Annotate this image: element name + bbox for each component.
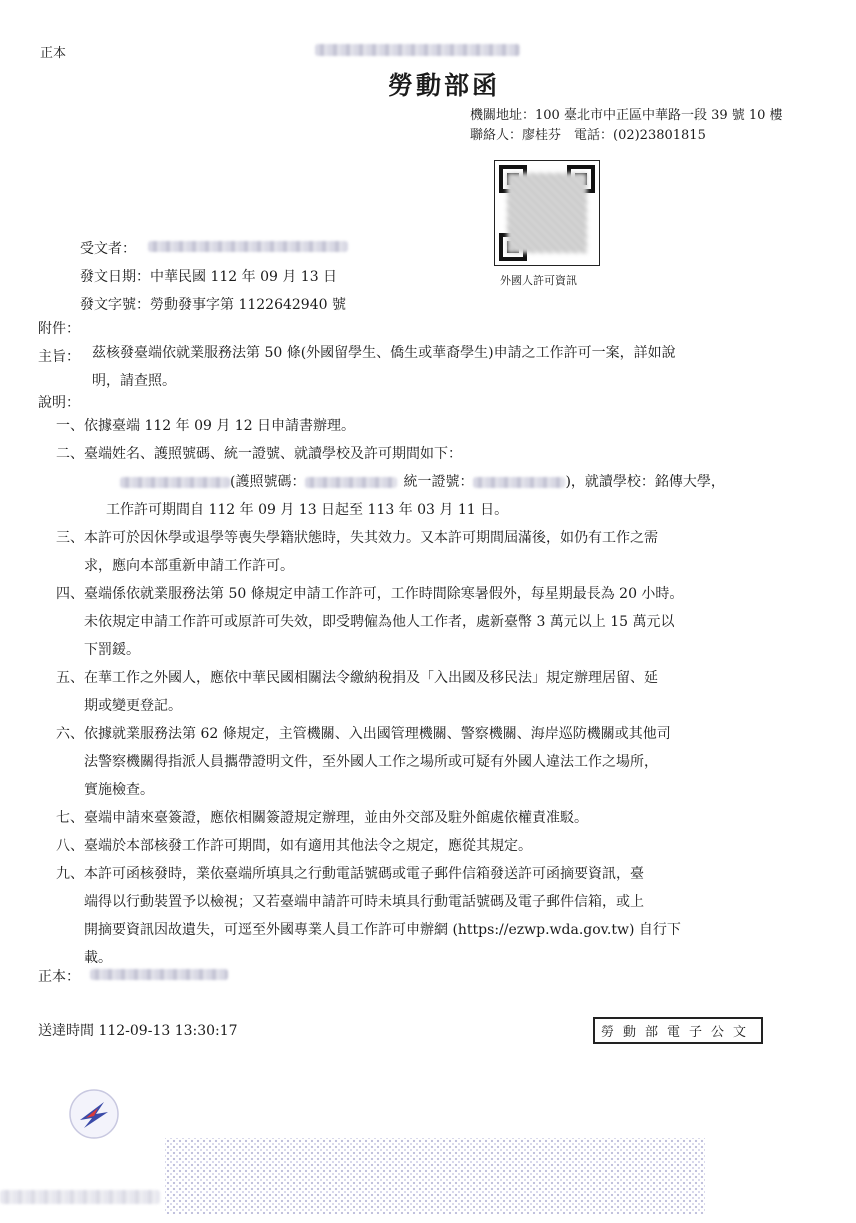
item-line: 未依規定申請工作許可或原許可失效，即受聘僱為他人工作者，處新臺幣 3 萬元以上 15 萬元以 [84, 614, 675, 630]
school-text: )，就讀學校：銘傳大學， [565, 474, 725, 490]
page-title: 勞動部函 [388, 71, 501, 100]
item-line: 端得以行動裝置予以檢視；又若臺端申請許可時未填具行動電話號碼及電子郵件信箱，或上 [84, 894, 644, 910]
item-line: 求，應向本部重新申請工作許可。 [84, 558, 294, 574]
item-number: 二、 [56, 446, 84, 462]
recipient-label: 受文者： [80, 241, 136, 257]
subject-line: 茲核發臺端依就業服務法第 50 條(外國留學生、僑生或華裔學生)申請之工作許可一案，詳如說 [92, 345, 676, 361]
item-number: 七、 [56, 810, 84, 826]
qr-pattern [507, 173, 587, 253]
id-label: 統一證號： [403, 474, 474, 490]
subject-line: 明，請查照。 [92, 373, 176, 389]
item-line: 依據就業服務法第 62 條規定，主管機關、入出國管理機關、警察機關、海岸巡防機關或其他司 [84, 726, 671, 742]
item-line: 期或變更登記。 [84, 698, 182, 714]
list-item [56, 804, 836, 832]
doc-number-value: 勞動發事字第 1122642940 號 [150, 297, 346, 313]
redacted-copy-recipient [90, 969, 228, 980]
item-line: 依據臺端 112 年 09 月 12 日申請書辦理。 [84, 418, 356, 434]
item-line: 臺端姓名、護照號碼、統一證號、就讀學校及許可期間如下： [84, 446, 462, 462]
redacted-passport [305, 477, 397, 488]
list-item [56, 720, 836, 804]
footer-copy-label: 正本： [38, 969, 80, 985]
ministry-logo-icon [68, 1088, 120, 1140]
list-item [56, 524, 836, 580]
redacted-id [473, 477, 565, 488]
item-line: 開摘要資訊因故遺失，可逕至外國專業人員工作許可申辦網 (https://ezwp.wda.gov.tw) 自行下 [84, 922, 681, 938]
security-pattern [165, 1138, 705, 1214]
copy-label: 正本 [40, 46, 67, 61]
item-number: 九、 [56, 866, 84, 882]
item-line: 實施檢查。 [84, 782, 154, 798]
explanation-list [56, 412, 836, 972]
issue-date-label: 發文日期： [80, 269, 150, 285]
item-number: 六、 [56, 726, 84, 742]
issue-date [80, 266, 337, 286]
redacted-recipient [148, 241, 348, 252]
list-item [56, 412, 836, 440]
item-line: 法警察機關得指派人員攜帶證明文件，至外國人工作之場所或可疑有外國人違法工作之場所， [84, 754, 658, 770]
doc-number-label: 發文字號： [80, 297, 150, 313]
item-line: 在華工作之外國人，應依中華民國相關法令繳納稅捐及「入出國及移民法」規定辦理居留、延 [84, 670, 658, 686]
item-number: 八、 [56, 838, 84, 854]
item-line: 臺端係依就業服務法第 50 條規定申請工作許可，工作時間除寒暑假外，每星期最長為 20 小時。 [84, 586, 684, 602]
item-line: 載。 [84, 950, 112, 966]
redacted-name [120, 477, 230, 488]
student-detail-line [84, 468, 725, 496]
item-number: 一、 [56, 418, 84, 434]
explanation-label: 說明： [38, 395, 80, 411]
list-item [56, 832, 836, 860]
item-line: 本許可於因休學或退學等喪失學籍狀態時，失其效力。又本許可期間屆滿後，如仍有工作之需 [84, 530, 658, 546]
qr-caption: 外國人許可資訊 [500, 274, 577, 287]
subject-text [92, 339, 832, 395]
item-line: 臺端於本部核發工作許可期間，如有適用其他法令之規定，應從其規定。 [84, 838, 532, 854]
list-item [56, 580, 836, 664]
doc-number [80, 294, 346, 314]
item-number: 四、 [56, 586, 84, 602]
list-item [56, 664, 836, 720]
attachment-label: 附件： [38, 321, 80, 337]
item-line: 下罰鍰。 [84, 642, 140, 658]
permit-period: 工作許可期間自 112 年 09 月 13 日起至 113 年 03 月 11 日。 [106, 502, 509, 518]
agency-contact: 聯絡人：廖桂芬 電話：(02)23801815 [470, 128, 706, 143]
agency-address: 機關地址：100 臺北市中正區中華路一段 39 號 10 樓 [470, 108, 783, 123]
list-item [56, 440, 836, 524]
redacted-footer-code [0, 1190, 160, 1204]
item-line: 臺端申請來臺簽證，應依相關簽證規定辦理，並由外交部及駐外館處依權責准駁。 [84, 810, 588, 826]
list-item [56, 860, 836, 972]
redacted-doc-id [315, 44, 520, 56]
issue-date-value: 中華民國 112 年 09 月 13 日 [150, 269, 338, 285]
qr-code [494, 160, 600, 266]
e-document-stamp: 勞動部電子公文 [593, 1017, 763, 1044]
item-number: 五、 [56, 670, 84, 686]
delivery-time: 送達時間 112-09-13 13:30:17 [38, 1023, 238, 1039]
item-line: 本許可函核發時，業依臺端所填具之行動電話號碼或電子郵件信箱發送許可函摘要資訊，臺 [84, 866, 644, 882]
item-number: 三、 [56, 530, 84, 546]
subject-label: 主旨： [38, 349, 80, 365]
passport-label: (護照號碼： [230, 474, 306, 490]
